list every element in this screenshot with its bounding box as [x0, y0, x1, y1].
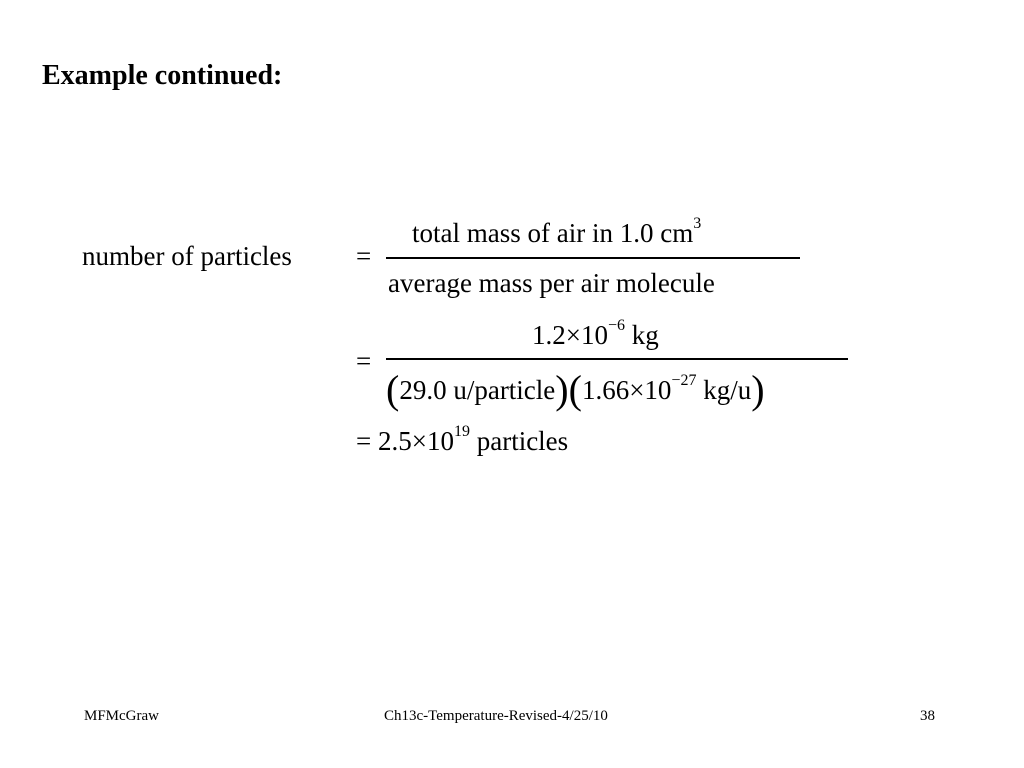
equals-sign-2: = — [356, 346, 372, 376]
denominator-2: (29.0 $u/particle)(1.66\times 10^{-27}$ kg/u) — [386, 367, 765, 412]
result-line: = $2.5\times 10^{19}$ particles — [356, 423, 569, 456]
numerator-2: $1.2\times 10^{-6}$ kg — [532, 317, 659, 350]
footer-author: MFMcGraw — [84, 708, 159, 724]
slide-title: Example continued: — [42, 60, 283, 91]
lhs-label: number of particles — [82, 241, 292, 271]
footer-page-number: 38 — [920, 708, 935, 724]
denominator-1: average mass per air molecule — [388, 268, 715, 298]
fraction-bar-2 — [386, 358, 848, 360]
footer-title: Ch13c-Temperature-Revised-4/25/10 — [384, 708, 608, 724]
equals-sign-1: = — [356, 241, 372, 271]
fraction-bar-1 — [386, 257, 800, 259]
numerator-1: total mass of air in 1.0 $cm^3$ — [412, 215, 702, 248]
